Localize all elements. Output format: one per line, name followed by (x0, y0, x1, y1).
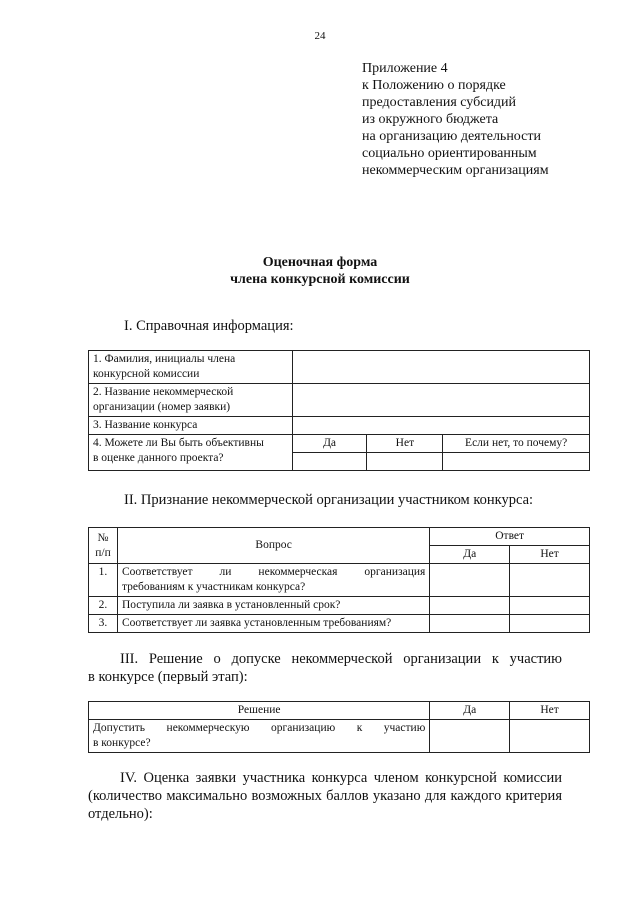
table-row (89, 720, 590, 753)
cell-text: 1. Фамилия, инициалы члена (93, 353, 236, 365)
no-answer-cell[interactable] (367, 453, 443, 471)
question-header: Вопрос (117, 528, 429, 564)
heading-line: III. Решение о допуске некоммерческой организации к участию (120, 651, 562, 667)
table-row (89, 564, 590, 597)
table-row (89, 615, 590, 633)
yes-header: Да (430, 702, 510, 720)
question-cell: Поступила ли заявка в установленный срок? (117, 597, 429, 615)
no-answer-cell[interactable] (510, 720, 590, 753)
decision-header: Решение (89, 702, 430, 720)
cell-text: требованиям к участникам конкурса? (121, 581, 306, 593)
section4-heading: IV. Оценка заявки участника конкурса членом конкурсной комиссии (количество максимально возможных баллов указано для каждого критерия отдельно): (88, 770, 562, 822)
question-cell (117, 564, 429, 597)
reason-answer-cell[interactable] (443, 453, 590, 471)
appendix-line: некоммерческим организациям (362, 163, 549, 178)
cell-text: 2. Название некоммерческой (93, 386, 234, 398)
question-cell: Соответствует ли заявка установленным требованиям? (117, 615, 429, 633)
answer-cell[interactable] (292, 351, 589, 384)
cell-text: Соответствует ли некоммерческая организация (121, 566, 426, 578)
table-row (89, 597, 590, 615)
info-table (88, 350, 590, 471)
cell-text: конкурсной комиссии (93, 368, 200, 380)
no-header: Нет (510, 702, 590, 720)
appendix-note (362, 60, 549, 179)
yes-header: Да (430, 546, 510, 564)
yes-answer-cell[interactable] (292, 453, 367, 471)
yes-answer-cell[interactable] (430, 564, 510, 597)
heading-line: в конкурсе (первый этап): (88, 669, 248, 685)
yes-answer-cell[interactable] (430, 720, 510, 753)
no-header: Нет (510, 546, 590, 564)
section2-heading: II. Признание некоммерческой организации участником конкурса: (124, 492, 534, 508)
answer-cell[interactable] (292, 417, 589, 435)
appendix-line: социально ориентированным (362, 146, 537, 161)
table-row (89, 417, 590, 435)
row-number: 3. (89, 615, 118, 633)
section3-heading (88, 650, 562, 686)
page-number: 24 (314, 30, 326, 42)
section1-heading: I. Справочная информация: (124, 318, 294, 334)
number-header (89, 528, 118, 564)
cell-text: 4. Можете ли Вы быть объективны (93, 437, 264, 449)
table-row (89, 435, 590, 453)
cell-text: Допустить некоммерческую организацию к участию (93, 722, 426, 734)
no-header: Нет (367, 435, 443, 453)
cell-text: организации (номер заявки) (93, 401, 231, 413)
no-answer-cell[interactable] (510, 615, 590, 633)
cell-text: 3. Название конкурса (89, 417, 293, 435)
document-title (0, 254, 640, 288)
decision-table (88, 701, 590, 753)
decision-question (89, 720, 430, 753)
table-cell (89, 351, 293, 384)
if-no-header: Если нет, то почему? (443, 435, 590, 453)
answer-header: Ответ (430, 528, 590, 546)
table-cell (89, 384, 293, 417)
no-answer-cell[interactable] (510, 597, 590, 615)
title-line: члена конкурсной комиссии (230, 272, 410, 287)
table-cell (89, 435, 293, 471)
appendix-line: Приложение 4 (362, 61, 448, 76)
table-header-row (89, 702, 590, 720)
yes-answer-cell[interactable] (430, 615, 510, 633)
row-number: 1. (89, 564, 118, 597)
cell-text: в оценке данного проекта? (93, 452, 224, 464)
appendix-line: из окружного бюджета (362, 112, 499, 127)
cell-text: в конкурсе? (93, 737, 151, 749)
appendix-line: к Положению о порядке (362, 78, 506, 93)
row-number: 2. (89, 597, 118, 615)
yes-answer-cell[interactable] (430, 597, 510, 615)
table-row (89, 384, 590, 417)
cell-text: № (97, 531, 109, 544)
admission-table (88, 527, 590, 633)
table-header-row (89, 528, 590, 546)
appendix-line: предоставления субсидий (362, 95, 517, 110)
no-answer-cell[interactable] (510, 564, 590, 597)
appendix-line: на организацию деятельности (362, 129, 541, 144)
title-line: Оценочная форма (262, 255, 378, 270)
table-row (89, 351, 590, 384)
yes-header: Да (292, 435, 367, 453)
answer-cell[interactable] (292, 384, 589, 417)
cell-text: п/п (95, 546, 111, 559)
